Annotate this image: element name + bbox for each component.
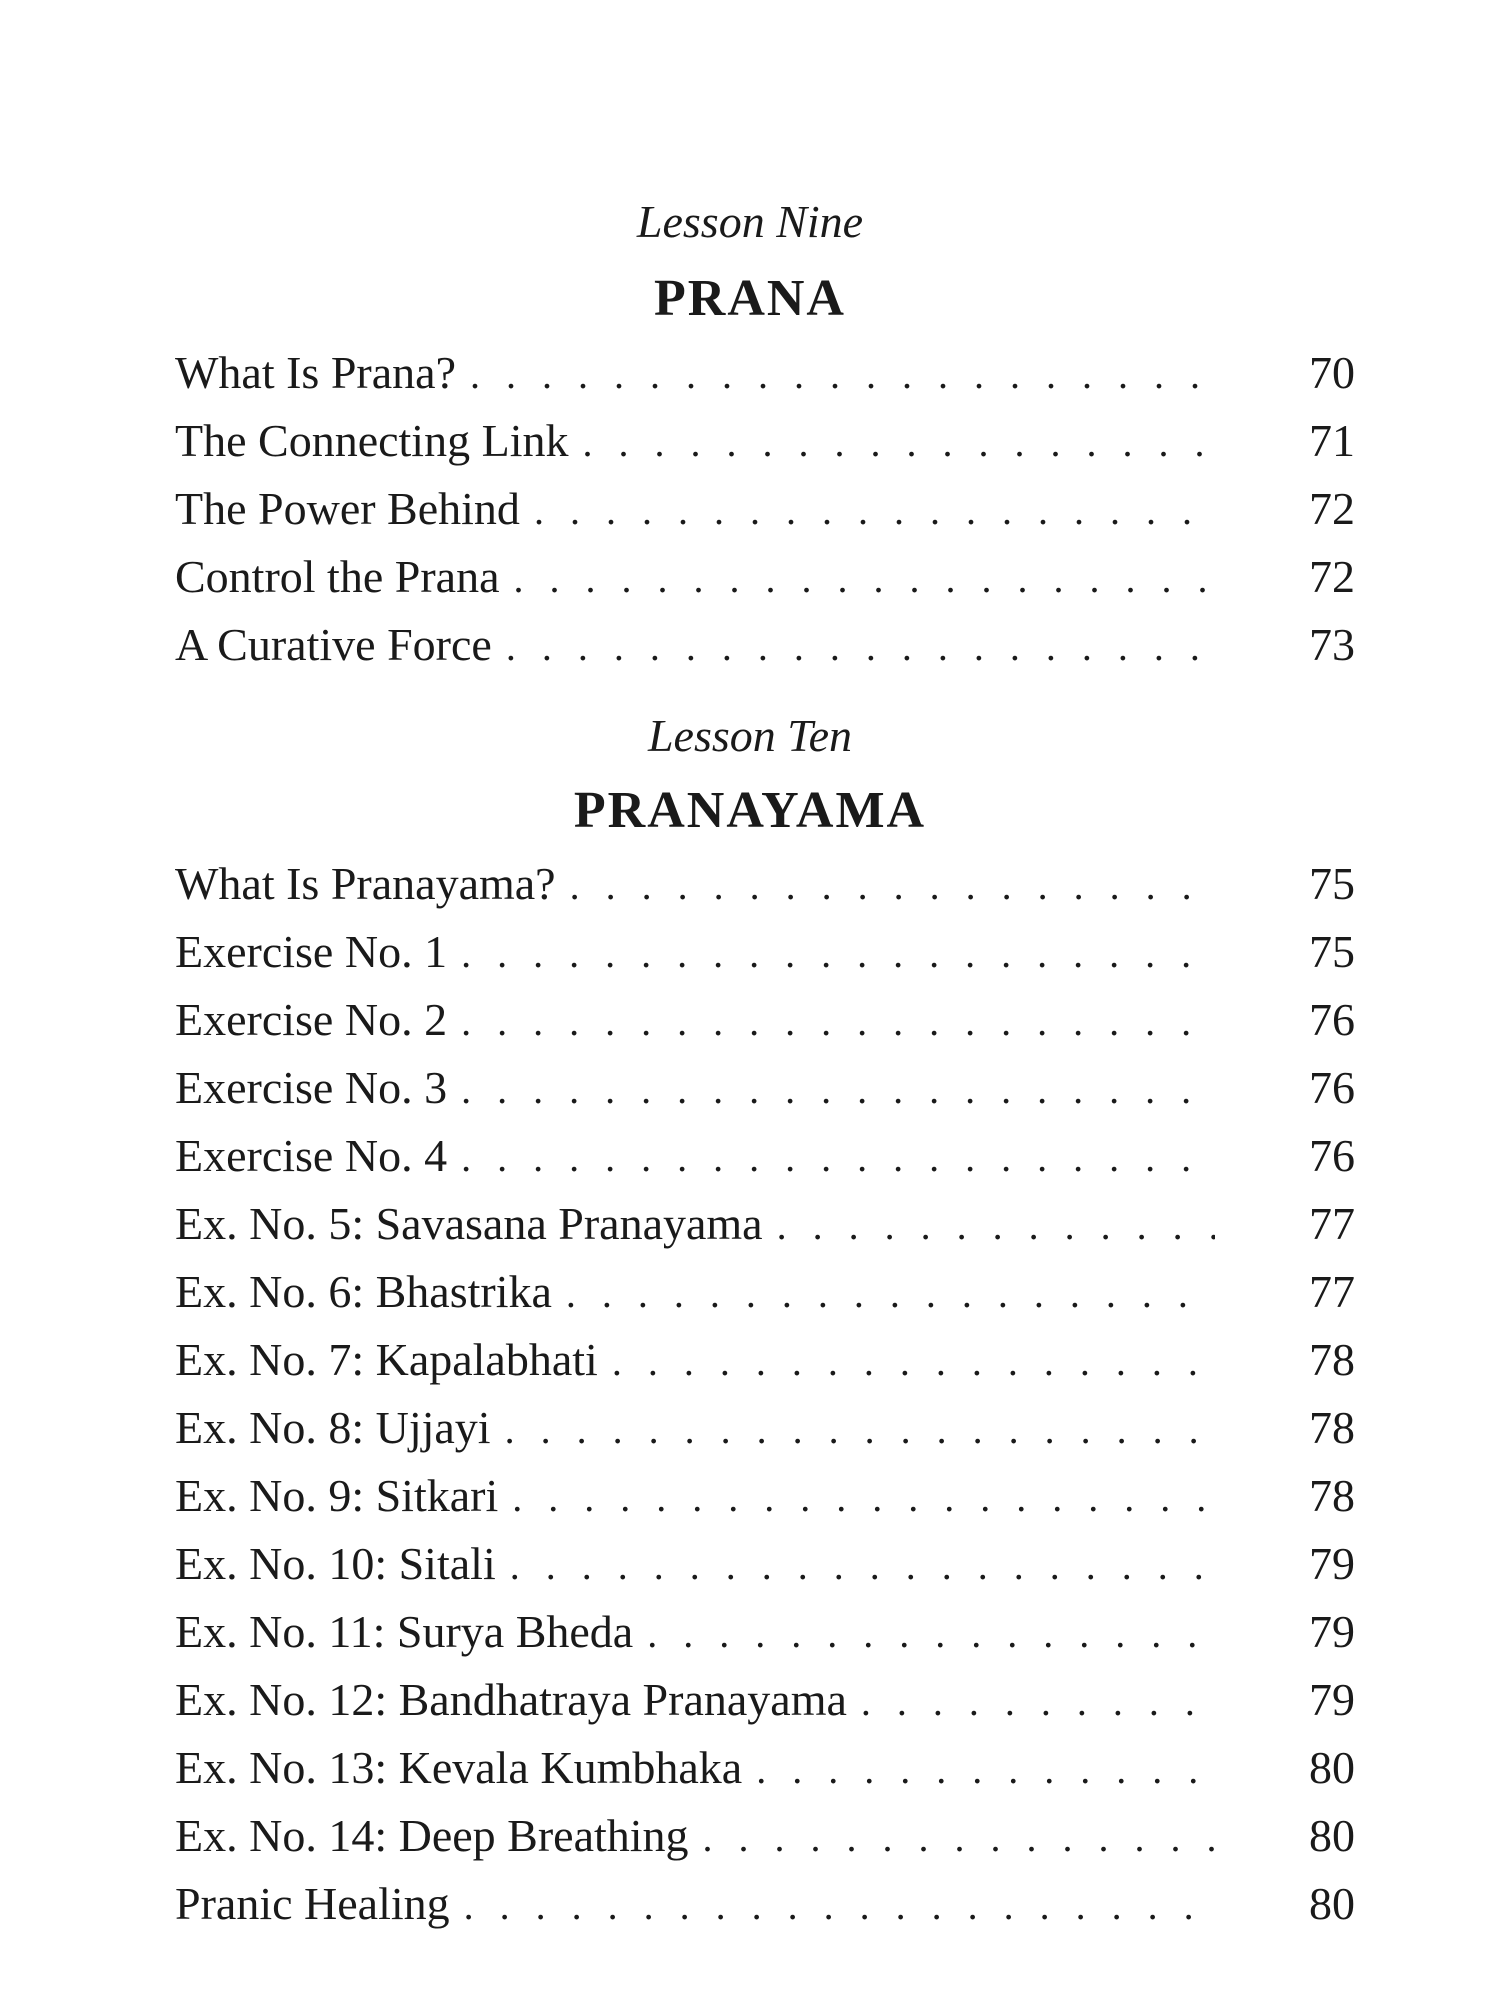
lesson-label: Lesson Ten <box>647 710 853 761</box>
lesson-title: PRANAYAMA <box>573 782 927 839</box>
dot-leader <box>461 1124 1215 1192</box>
dot-leader <box>512 1464 1215 1532</box>
toc-entry <box>175 1530 1355 1598</box>
entry-title: Ex. No. 6: Bhastrika <box>175 1266 552 1317</box>
dot-leader <box>510 1532 1215 1600</box>
entry-page-number: 70 <box>1309 347 1355 398</box>
entry-page-number: 79 <box>1309 1606 1355 1657</box>
dot-leader <box>506 613 1215 681</box>
entry-page-number: 78 <box>1309 1402 1355 1453</box>
toc-section-lesson-ten <box>175 850 1355 1938</box>
dot-leader <box>703 1804 1215 1872</box>
toc-entry <box>175 918 1355 986</box>
dot-leader <box>461 988 1215 1056</box>
entry-page-number: 79 <box>1309 1674 1355 1725</box>
dot-leader <box>514 545 1216 613</box>
entry-page-number: 72 <box>1309 551 1355 602</box>
entry-title: Exercise No. 4 <box>175 1130 448 1181</box>
dot-leader <box>470 341 1215 409</box>
dot-leader <box>777 1192 1215 1260</box>
entry-page-number: 73 <box>1309 619 1355 670</box>
lesson-label: Lesson Nine <box>636 196 864 247</box>
entry-title: Ex. No. 14: Deep Breathing <box>175 1810 689 1861</box>
entry-title: The Power Behind <box>175 483 520 534</box>
entry-page-number: 78 <box>1309 1470 1355 1521</box>
entry-title: Ex. No. 9: Sitkari <box>175 1470 499 1521</box>
entry-title: Exercise No. 2 <box>175 994 448 1045</box>
entry-title: Exercise No. 1 <box>175 926 448 977</box>
dot-leader <box>582 409 1215 477</box>
entry-title: Pranic Healing <box>175 1878 450 1929</box>
dot-leader <box>756 1736 1215 1804</box>
entry-page-number: 72 <box>1309 483 1355 534</box>
entry-title: Ex. No. 7: Kapalabhati <box>175 1334 598 1385</box>
toc-entry <box>175 407 1355 475</box>
entry-title: Control the Prana <box>175 551 500 602</box>
toc-entry <box>175 1394 1355 1462</box>
entry-title: A Curative Force <box>175 619 492 670</box>
toc-entry <box>175 1666 1355 1734</box>
toc-entry <box>175 986 1355 1054</box>
entry-page-number: 75 <box>1309 858 1355 909</box>
entry-page-number: 76 <box>1309 1062 1355 1113</box>
dot-leader <box>461 920 1215 988</box>
dot-leader <box>464 1872 1215 1940</box>
entry-title: What Is Prana? <box>175 347 456 398</box>
entry-page-number: 78 <box>1309 1334 1355 1385</box>
entry-title: Ex. No. 13: Kevala Kumbhaka <box>175 1742 743 1793</box>
entry-page-number: 77 <box>1309 1266 1355 1317</box>
toc-section-lesson-nine <box>175 339 1355 679</box>
toc-entry <box>175 1258 1355 1326</box>
toc-entry <box>175 543 1355 611</box>
toc-entry <box>175 1462 1355 1530</box>
entry-page-number: 79 <box>1309 1538 1355 1589</box>
entry-page-number: 75 <box>1309 926 1355 977</box>
toc-entry <box>175 611 1355 679</box>
entry-title: Ex. No. 5: Savasana Pranayama <box>175 1198 763 1249</box>
lesson-title: PRANA <box>654 270 846 327</box>
entry-page-number: 80 <box>1309 1742 1355 1793</box>
entry-title: What Is Pranayama? <box>175 858 556 909</box>
dot-leader <box>505 1396 1215 1464</box>
entry-title: The Connecting Link <box>175 415 569 466</box>
toc-entry <box>175 1122 1355 1190</box>
toc-entry <box>175 1870 1355 1938</box>
entry-title: Ex. No. 11: Surya Bheda <box>175 1606 634 1657</box>
dot-leader <box>534 477 1215 545</box>
entry-page-number: 76 <box>1309 994 1355 1045</box>
toc-entry <box>175 475 1355 543</box>
dot-leader <box>612 1328 1215 1396</box>
toc-entry <box>175 1734 1355 1802</box>
entry-page-number: 76 <box>1309 1130 1355 1181</box>
toc-entry <box>175 1054 1355 1122</box>
dot-leader <box>647 1600 1215 1668</box>
toc-entry <box>175 1190 1355 1258</box>
dot-leader <box>461 1056 1215 1124</box>
entry-page-number: 80 <box>1309 1878 1355 1929</box>
entry-page-number: 71 <box>1309 415 1355 466</box>
dot-leader <box>861 1668 1215 1736</box>
toc-entry <box>175 339 1355 407</box>
entry-title: Exercise No. 3 <box>175 1062 448 1113</box>
toc-entry <box>175 1802 1355 1870</box>
toc-entry <box>175 1598 1355 1666</box>
toc-entry <box>175 850 1355 918</box>
entry-page-number: 77 <box>1309 1198 1355 1249</box>
dot-leader <box>566 1260 1215 1328</box>
dot-leader <box>570 852 1215 920</box>
entry-page-number: 80 <box>1309 1810 1355 1861</box>
toc-entry <box>175 1326 1355 1394</box>
entry-title: Ex. No. 8: Ujjayi <box>175 1402 491 1453</box>
entry-title: Ex. No. 12: Bandhatraya Pranayama <box>175 1674 847 1725</box>
entry-title: Ex. No. 10: Sitali <box>175 1538 496 1589</box>
